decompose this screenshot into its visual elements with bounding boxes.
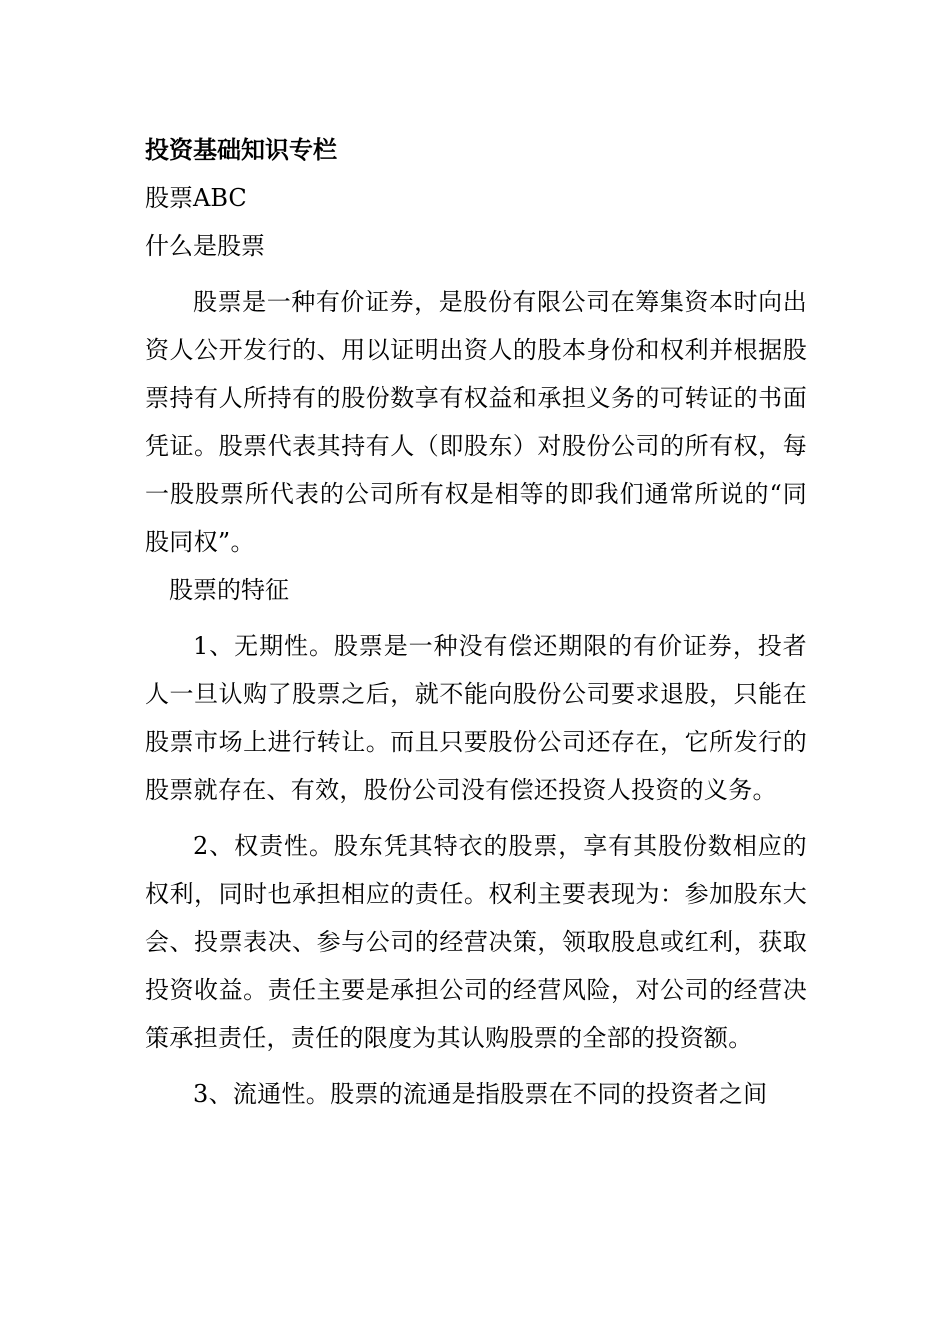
what-is-stock-heading: 什么是股票 [145,232,265,260]
definition-paragraph: 股票是一种有价证券，是股份有限公司在筹集资本时向出资人公开发行的、用以证明出资人的股本身份和权利并根据股票持有人所持有的股份数享有权益和承担义务的可转证的书面凭证。股票代表其持有人（即股东）对股份公司的所有权，每一股股票所代表的公司所有权是相等的即我们通常所说的“同股同权”。 [145,288,807,556]
features-heading: 股票的特征 [169,576,289,604]
section-heading: 股票ABC [145,184,247,212]
feature-2-paragraph: 2、权责性。股东凭其特衣的股票，享有其股份数相应的权利，同时也承担相应的责任。权利主要表现为：参加股东大会、投票表决、参与公司的经营决策，领取股息或红利，获取投资收益。责任主要是承担公司的经营风险，对公司的经营决策承担责任，责任的限度为其认购股票的全部的投资额。 [145,832,807,1052]
document-title: 投资基础知识专栏 [145,135,337,164]
document-page [145,134,807,1118]
feature-1-paragraph: 1、无期性。股票是一种没有偿还期限的有价证券，投者人一旦认购了股票之后，就不能向股份公司要求退股，只能在股票市场上进行转让。而且只要股份公司还存在，它所发行的股票就存在、有效，股份公司没有偿还投资人投资的义务。 [145,632,807,804]
feature-3-paragraph: 3、流通性。股票的流通是指股票在不同的投资者之间 [193,1080,768,1108]
